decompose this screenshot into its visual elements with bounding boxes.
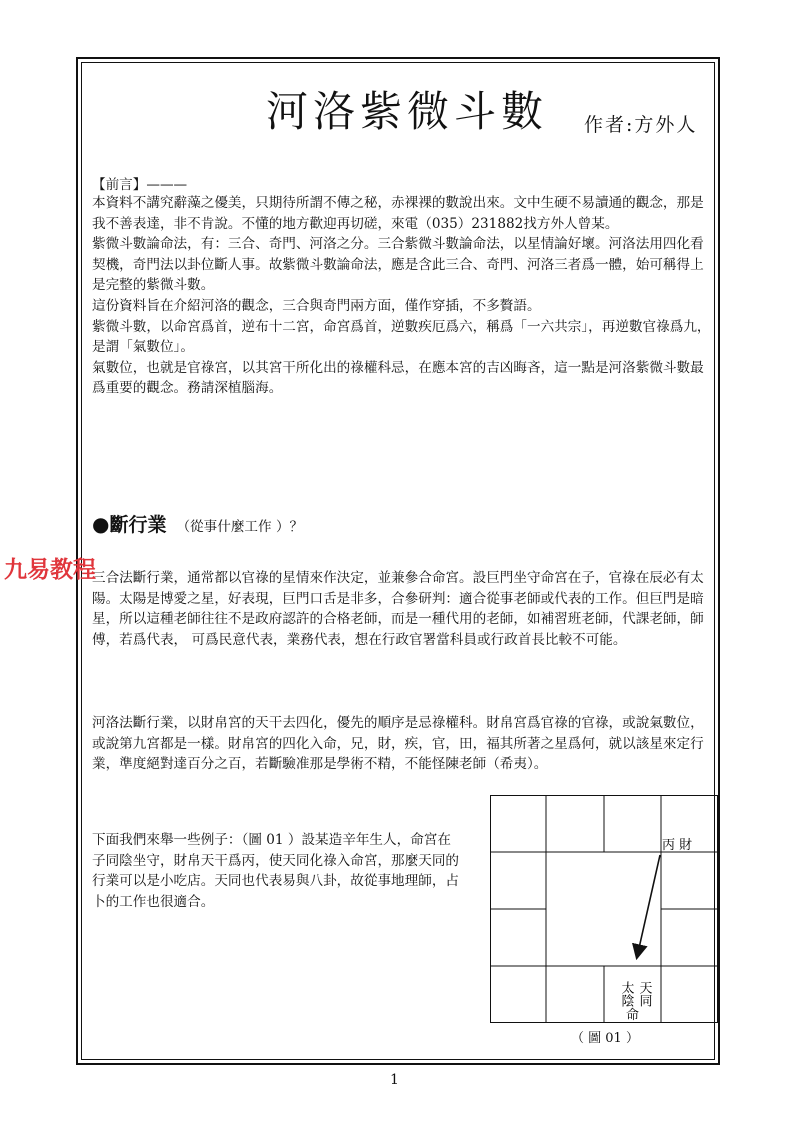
palace-chart: [490, 795, 720, 1025]
preface-paragraph: 氣數位，也就是官祿宮，以其宮干所化出的祿權科忌，在應本宮的吉凶晦吝，這一點是河洛紫微斗數最爲重要的觀念。務請深植腦海。: [92, 359, 704, 397]
star-label-tiantong: 天同: [636, 981, 652, 1007]
chart-caption: （ 圖 01 ）: [571, 1031, 639, 1046]
body-paragraph: 河洛法斷行業，以財帛宮的天干去四化，優先的順序是忌祿權科。財帛宮爲官祿的官祿，或說氣數位，或說第九宮都是一樣。財帛宮的四化入命，兄，財，疾，官，田，福其所著之星爲何，就以該星來定行業，準度絕對達百分之百，若斷驗准那是學術不精，不能怪陳老師（希夷）。: [92, 715, 704, 773]
preface-body: [92, 193, 712, 399]
body-paragraph: 下面我們來舉一些例子：（圖 01 ）設某造辛年生人，命宮在子同陰坐守，財帛天干爲丙，使天同化祿入命宮，那麼天同的行業可以是小吃店。天同也代表易與八卦，故從事地理師，占卜的工作也很適合。: [92, 832, 460, 910]
preface-paragraph: 本資料不講究辭藻之優美，只期待所謂不傳之秘，赤裸裸的數說出來。文中生硬不易讀通的觀念，那是我不善表達，非不肯說。不懂的地方歡迎再切磋，來電（035）231882找方外人曾某。: [92, 195, 704, 232]
watermark-logo: 九易教程: [4, 557, 96, 583]
preface-paragraph: 這份資料旨在介紹河洛的觀念，三合與奇門兩方面，僅作穿插，不多贅語。: [92, 297, 541, 314]
palace-label: 命: [626, 1008, 640, 1023]
page-number: 1: [390, 1072, 399, 1088]
section-title: 斷行業: [109, 514, 167, 536]
document-title: 河洛紫微斗數: [266, 87, 549, 136]
preface-paragraph: 紫微斗數論命法，有：三合、奇門、河洛之分。三合紫微斗數論命法，以星情論好壞。河洛法用四化看契機，奇門法以卦位斷人事。故紫微斗數論命法，應是含此三合、奇門、河洛三者爲一體，始可稱得上是完整的紫微斗數。: [92, 236, 704, 294]
bullet-icon: ●: [92, 512, 110, 536]
author-line: 作者:方外人: [584, 114, 698, 136]
preface-heading: 【前言】———: [92, 177, 188, 193]
hua-lu-arrow: [637, 855, 660, 957]
star-label-taiyin: 太陰: [618, 981, 634, 1007]
section-heading: [92, 510, 303, 537]
body-paragraph: 三合法斷行業，通常都以官祿的星情來作決定，並兼參合命宮。設巨門坐守命宮在子，官祿在辰必有太陽。太陽是博愛之星，好表現，巨門口舌是非多，合參研判：適合從事老師或代表的工作。但巨門是暗星，所以這種老師往往不是政府認許的合格老師，而是一種代用的老師，如補習班老師，代課老師，師傅，若爲代表， 可爲民意代表，業務代表，想在行政官署當科員或行政首長比較不可能。: [92, 570, 704, 648]
section-subtitle: （從事什麼工作 ）？: [176, 519, 304, 535]
preface-paragraph: 紫微斗數，以命宮爲首，逆布十二宮，命宮爲首，逆數疾厄爲六，稱爲「一六共宗」，再逆數官祿爲九，是謂「氣數位」。: [92, 318, 711, 356]
cell-label-top-right: 丙 財: [662, 838, 693, 853]
